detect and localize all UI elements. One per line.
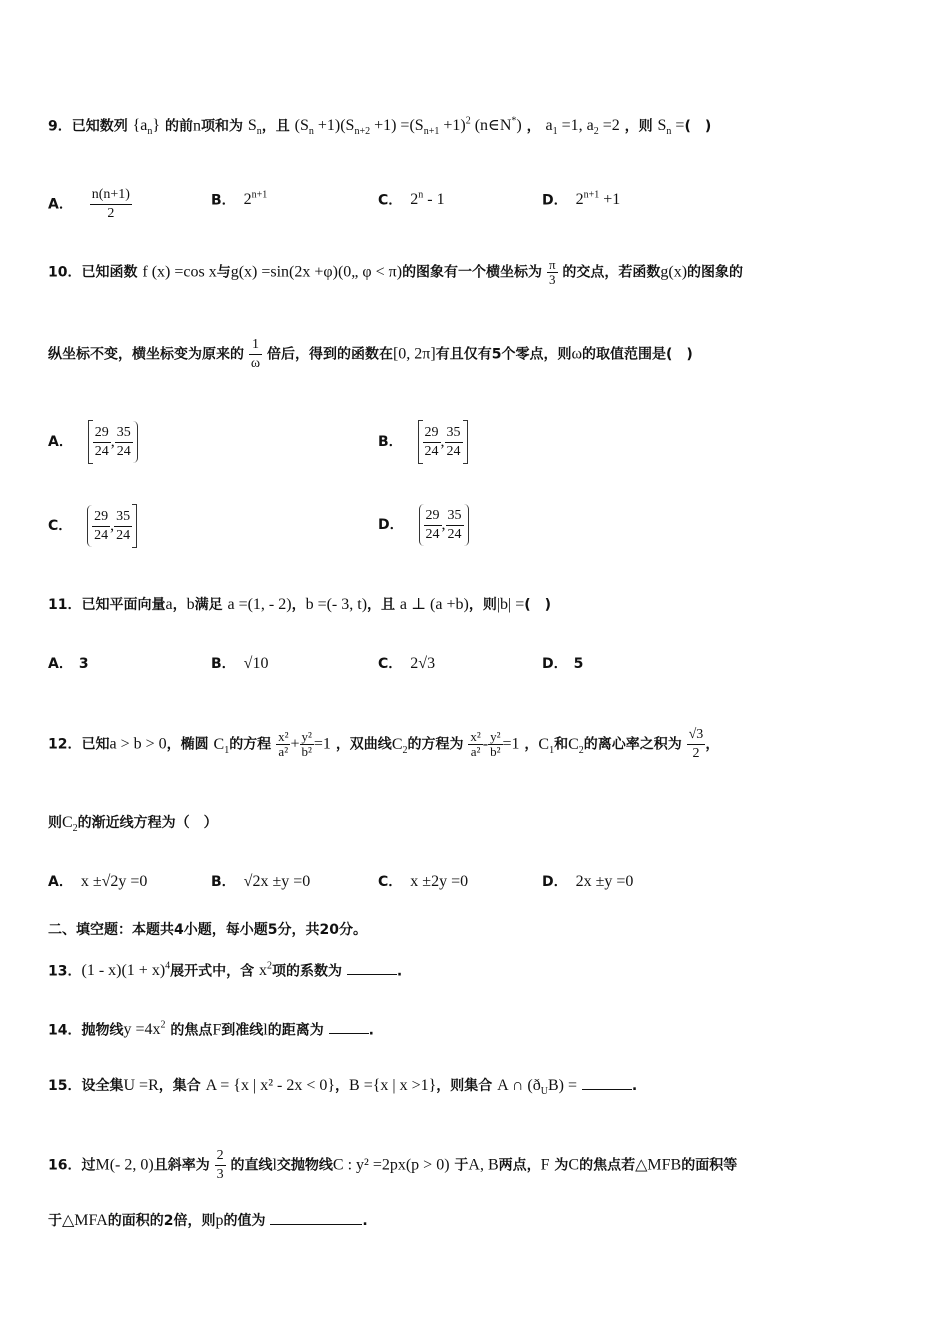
q11-option-a[interactable]: A． 3 xyxy=(48,656,89,672)
recurrence-formula: $(S_n +1)(S_{n+2} +1) =(S_{n+1} +1)^2$ (n∈N*) xyxy=(294,116,522,138)
q10-option-b[interactable]: B． $\frac{29}{24}$ , $\frac{35}{24}$ xyxy=(378,420,468,464)
q11-option-d[interactable]: D． 5 xyxy=(542,656,584,672)
section-heading-fill-in: 二、填空题：本题共4小题，每小题5分，共20分。 xyxy=(48,922,367,938)
q9-option-d[interactable]: D． $2^{n+1} +1$ xyxy=(542,190,621,209)
q12-option-d[interactable]: D． 2x ±y =0 xyxy=(542,873,634,890)
q10-option-d[interactable]: D． $\frac{29}{24}$ , $\frac{35}{24}$ xyxy=(378,504,469,546)
question-10-line2: 纵坐标不变，横坐标变为原来的 $\frac{1}{\omega}$ 倍后，得到的函数在[0, 2π]有且仅有5个零点，则ω的取值范围是( ) xyxy=(48,337,693,371)
q11-option-b[interactable]: B． √10 xyxy=(211,655,269,672)
q9-option-c[interactable]: C． 2$^n$ - 1 xyxy=(378,190,445,209)
question-13: 13．$(1 - x)(1 + x)^4$展开式中，含 $x^2$项的系数为 . xyxy=(48,961,403,980)
question-16: 16．过M(- 2, 0)且斜率为 $\frac{2}{3}$ 的直线l交抛物线C : y² =2px(p > 0) 于A, B两点，F 为C的焦点若△MFB的面积等 xyxy=(48,1148,738,1182)
q12-option-b[interactable]: B． √2x ±y =0 xyxy=(211,873,311,890)
q9-option-b[interactable]: B． $2^{n+1}$ xyxy=(211,190,268,209)
answer-blank[interactable] xyxy=(329,1019,369,1034)
q10-option-c[interactable]: C． $\frac{29}{24}$ , $\frac{35}{24}$ xyxy=(48,504,137,548)
q12-option-c[interactable]: C． x ±2y =0 xyxy=(378,873,469,890)
answer-blank[interactable] xyxy=(347,960,397,975)
question-15: 15．设全集U =R，集合 A = {x | x² - 2x < 0}，B ={x | x >1}，则集合 A ∩ $(ð_UB)$ = . xyxy=(48,1077,638,1098)
question-16-line2: 于△MFA的面积的2倍，则p的值为 . xyxy=(48,1212,368,1229)
q12-option-a[interactable]: A． x ±√2y =0 xyxy=(48,873,148,890)
question-10: 10．已知函数 f (x) =cos x与g(x) =sin(2x +φ)(0„ φ < π)的图象有一个横坐标为 $\frac{\pi}{3}$ 的交点，若函数g(x)的图象的 xyxy=(48,257,744,287)
question-14: 14．抛物线$y =4x^2$ 的焦点F到准线l的距离为 . xyxy=(48,1020,374,1039)
question-12: 12．已知a > b > 0，椭圆 $C_1$的方程 $\frac{\text{x²}}{\text{a²}}$ + $\frac{\text{y²}}{\text{b²}}$ =1 ，双曲线$C_2$的方程为 $\frac{\text{x²}}{\text{a²}}$ - $\frac{\text{y²}}{\text{b²}}$ =1 ，$C_1$和$C_2$的离心率之积为 $\frac{√3}{2}$ ， xyxy=(48,727,720,761)
answer-blank[interactable] xyxy=(582,1075,632,1090)
question-9: 9．已知数列 $\{a_n\}$ 的前n项和为 $S_n$，且 $(S_n +1)(S_{n+2} +1) =(S_{n+1} +1)^2$ (n∈N*) ， $a_1 =1$, $a_2 =2$ ，则 $S_n$ =( ) xyxy=(48,116,712,138)
q11-option-c[interactable]: C． 2√3 xyxy=(378,655,436,672)
q10-option-a[interactable]: A． $\frac{29}{24}$ , $\frac{35}{24}$ xyxy=(48,420,138,464)
question-11: 11．已知平面向量a，b满足 a =(1, - 2)，b =(- 3, t)，且 a ⊥ (a +b)，则|b| =( ) xyxy=(48,596,552,613)
question-12-line2: 则$C_2$的渐近线方程为（ ） xyxy=(48,814,218,835)
q9-option-a[interactable]: A． $\frac{n(n+1)}{2}$ xyxy=(48,187,130,221)
answer-blank[interactable] xyxy=(270,1210,362,1225)
